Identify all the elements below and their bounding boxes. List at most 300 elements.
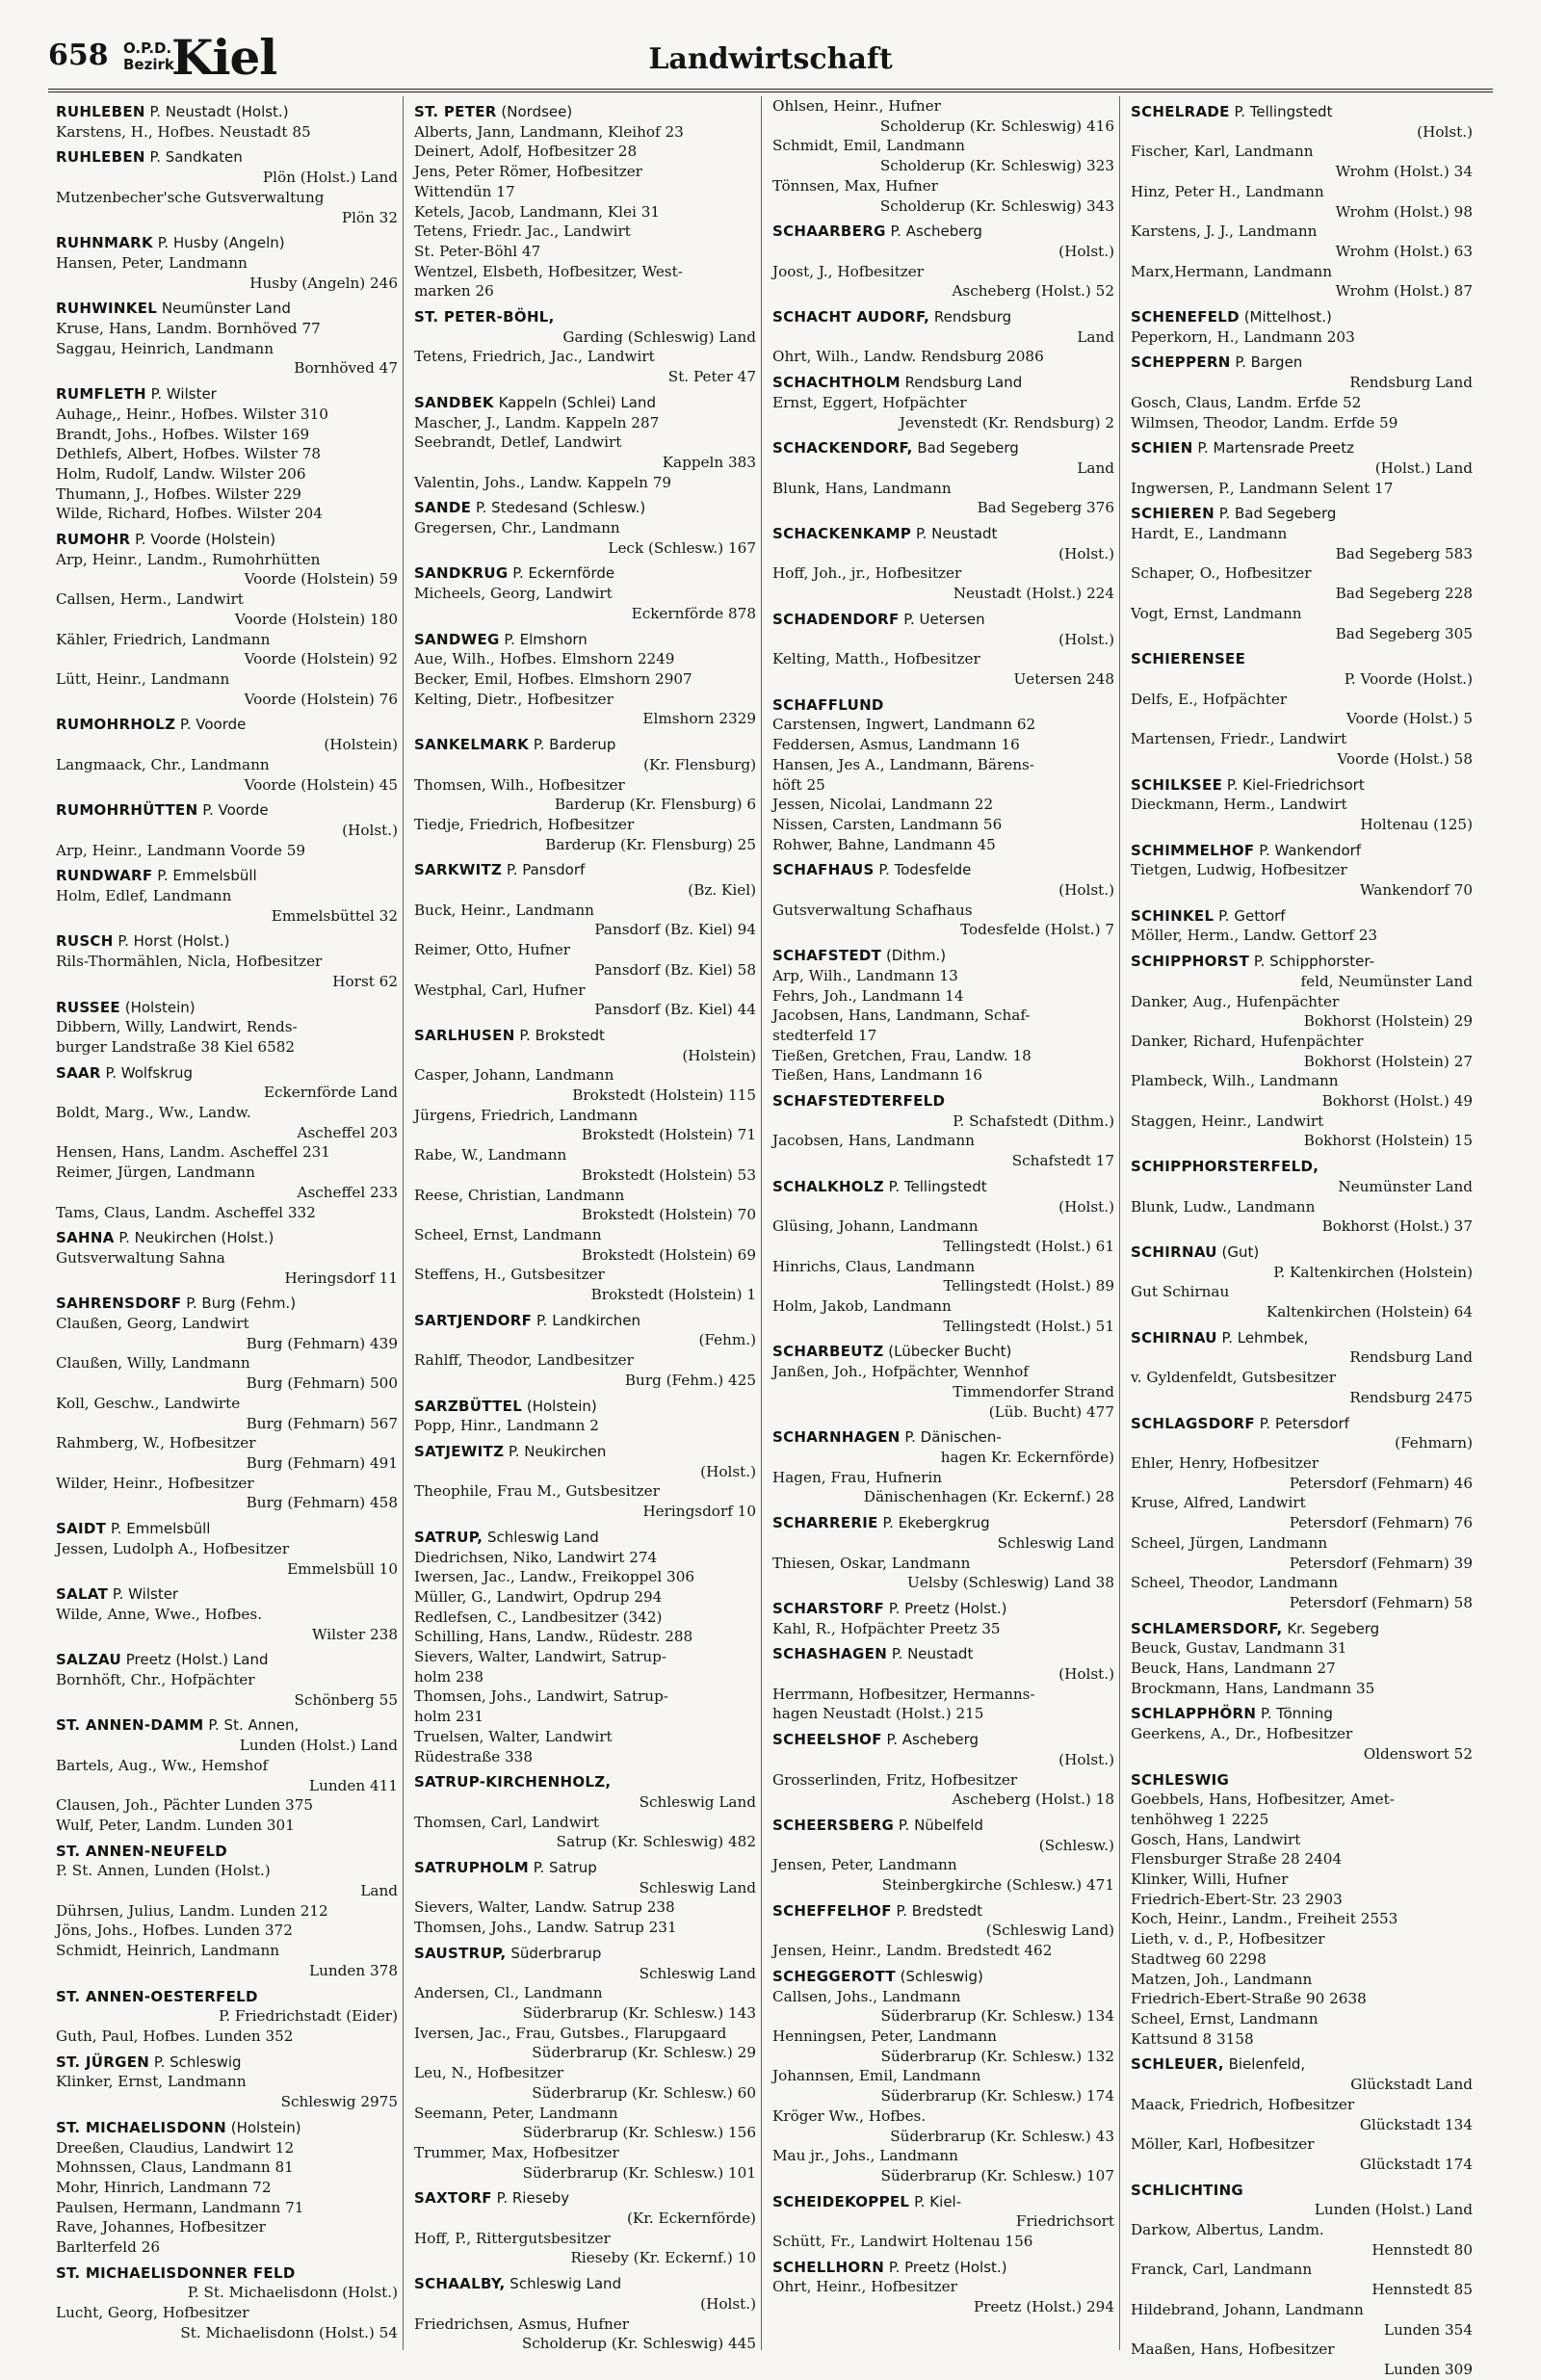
place-info: P. Tellingstedt <box>883 1177 987 1195</box>
place-name: SCHLAMERSDORF, <box>1131 1619 1283 1637</box>
directory-entry: Wilder, Heinr., Hofbesitzer <box>56 1474 254 1492</box>
directory-entry: Carstensen, Ingwert, Landmann 62 <box>772 716 1036 734</box>
place-name: RUHNMARK <box>56 234 153 252</box>
directory-entry: Arp, Heinr., Landmann Voorde 59 <box>56 841 306 859</box>
directory-entry: Reimer, Otto, Hufner <box>414 941 571 959</box>
place-name: ST. PETER <box>414 103 497 120</box>
directory-entry: Franck, Carl, Landmann <box>1131 2261 1313 2279</box>
directory-entry: Vogt, Ernst, Landmann <box>1131 604 1302 622</box>
directory-entry: Dänischenhagen (Kr. Eckernf.) 28 <box>863 1488 1114 1506</box>
directory-entry: Wrohm (Holst.) 87 <box>1335 282 1473 301</box>
place-heading <box>414 2188 756 2209</box>
directory-entry: Wittendün 17 <box>414 182 515 200</box>
directory-entry: Schmidt, Heinrich, Landmann <box>56 1942 280 1960</box>
place-name: ST. MICHAELISDONNER FELD <box>56 2263 296 2282</box>
directory-entry: Ascheberg (Holst.) 18 <box>952 1791 1114 1809</box>
directory-entry: Schafstedt 17 <box>1011 1152 1114 1170</box>
directory-entry: Bad Segeberg 228 <box>1335 585 1473 603</box>
place-name: SALAT <box>56 1585 109 1604</box>
place-info: P. Landkirchen <box>532 1311 640 1329</box>
directory-entry: (Holst.) <box>1058 1665 1114 1684</box>
directory-entry: Reimer, Jürgen, Landmann <box>56 1164 255 1182</box>
directory-entry: St. Peter 47 <box>667 368 756 386</box>
directory-entry: Lieth, v. d., P., Hofbesitzer <box>1131 1930 1325 1948</box>
place-info: P. Kiel-Friedrichsort <box>1222 775 1365 794</box>
directory-entry: Wilmsen, Theodor, Landm. Erfde 59 <box>1131 413 1398 432</box>
directory-entry: Geerkens, A., Dr., Hofbesitzer <box>1131 1725 1353 1743</box>
place-heading <box>772 222 1114 242</box>
column-divider <box>761 96 762 2350</box>
directory-entry: Matzen, Joh., Landmann <box>1131 1970 1313 1988</box>
directory-entry: Glückstadt 174 <box>1359 2155 1473 2173</box>
place-info: P. Voorde <box>175 716 247 734</box>
place-name: SANDKRUG <box>414 564 509 583</box>
directory-entry: Becker, Emil, Hofbes. Elmshorn 2907 <box>414 669 692 688</box>
directory-entry: Wilster 238 <box>311 1625 398 1643</box>
place-name: ST. ANNEN-DAMM <box>56 1716 204 1735</box>
directory-entry: Flensburger Straße 28 2404 <box>1131 1850 1343 1869</box>
directory-entry: Burg (Fehmarn) 567 <box>246 1414 398 1432</box>
directory-entry: Bokhorst (Holstein) 15 <box>1303 1132 1473 1150</box>
directory-entry: Bokhorst (Holst.) 49 <box>1321 1092 1473 1111</box>
directory-entry: Claußen, Georg, Landwirt <box>56 1315 249 1333</box>
place-name: RUHWINKEL <box>56 300 158 318</box>
directory-entry: Dührsen, Julius, Landm. Lunden 212 <box>56 1901 328 1920</box>
directory-entry: Janßen, Joh., Hofpächter, Wennhof <box>772 1363 1029 1381</box>
directory-entry: Deinert, Adolf, Hofbesitzer 28 <box>414 143 638 161</box>
directory-entry: Friedrichsort <box>1015 2212 1114 2231</box>
place-info: (Mittelhost.) <box>1239 308 1332 327</box>
directory-entry: Bartels, Aug., Ww., Hemshof <box>56 1756 269 1774</box>
directory-entry: Gregersen, Chr., Landmann <box>414 519 620 537</box>
place-name: SCHASHAGEN <box>772 1645 888 1663</box>
place-heading <box>56 2053 398 2073</box>
place-info: P. Neukirchen (Holst.) <box>114 1229 274 1247</box>
place-heading <box>772 1177 1114 1197</box>
place-name: SCHAFHAUS <box>772 861 875 879</box>
directory-entry: Scholderup (Kr. Schleswig) 323 <box>879 157 1114 175</box>
place-name: SARTJENDORF <box>414 1311 533 1329</box>
directory-entry: Fischer, Karl, Landmann <box>1131 143 1314 161</box>
place-info: P. Petersdorf <box>1254 1414 1349 1432</box>
directory-entry: Brockmann, Hans, Landmann 35 <box>1131 1679 1375 1697</box>
place-info: Kr. Segeberg <box>1282 1619 1380 1637</box>
directory-entry: (Holst.) <box>1417 122 1473 141</box>
place-name: SCHEIDEKOPPEL <box>772 2192 910 2210</box>
directory-entry: Friedrich-Ebert-Straße 90 2638 <box>1131 1990 1367 2008</box>
place-info: P. Wilster <box>108 1585 179 1604</box>
directory-entry: (Holstein) <box>324 736 398 754</box>
directory-entry: hagen Kr. Eckernförde) <box>940 1449 1114 1466</box>
directory-entry: feld, Neumünster Land <box>1300 972 1473 990</box>
directory-entry: Arp, Heinr., Landm., Rumohrhütten <box>56 550 321 568</box>
directory-entry: (Fehm.) <box>698 1331 756 1349</box>
directory-entry: Kelting, Dietr., Hofbesitzer <box>414 690 614 708</box>
directory-entry: Brokstedt (Holstein) 71 <box>581 1126 756 1144</box>
place-info: P. Neukirchen <box>504 1443 607 1460</box>
place-info: P. St. Annen, <box>203 1716 300 1735</box>
directory-entry: P. St. Annen, Lunden (Holst.) <box>56 1862 271 1880</box>
directory-entry: Jensen, Peter, Landmann <box>772 1856 957 1874</box>
directory-entry: Süderbrarup (Kr. Schlesw.) 43 <box>890 2127 1114 2145</box>
directory-entry: St. Peter-Böhl 47 <box>414 242 541 260</box>
place-info: P. Stedesand (Schlesw.) <box>471 499 646 517</box>
directory-entry: Wulf, Peter, Landm. Lunden 301 <box>56 1816 295 1834</box>
directory-entry: Kelting, Matth., Hofbesitzer <box>772 650 980 668</box>
place-name: SCHACKENDORF, <box>772 439 913 458</box>
place-name: RUSSEE <box>56 998 120 1016</box>
directory-entry: Petersdorf (Fehmarn) 58 <box>1289 1593 1473 1611</box>
directory-entry: Kröger Ww., Hofbes. <box>772 2106 927 2125</box>
directory-entry: Gutsverwaltung Schafhaus <box>772 901 973 919</box>
directory-entry: Callsen, Herm., Landwirt <box>56 590 244 609</box>
directory-entry: Lunden (Holst.) Land <box>1314 2201 1473 2219</box>
directory-entry: Micheels, Georg, Landwirt <box>414 585 613 603</box>
place-info: P. Husby (Angeln) <box>152 234 285 252</box>
place-heading <box>1131 438 1473 458</box>
place-heading <box>1131 952 1473 972</box>
directory-entry: Theophile, Frau M., Gutsbesitzer <box>414 1482 660 1501</box>
place-info: (Lübecker Bucht) <box>883 1343 1012 1361</box>
directory-entry: Scheel, Ernst, Landmann <box>414 1225 602 1243</box>
directory-entry: Emmelsbüll 10 <box>287 1559 398 1578</box>
place-info: P. Satrup <box>529 1859 597 1877</box>
place-name: SCHAARBERG <box>772 222 886 241</box>
directory-entry: Redlefsen, C., Landbesitzer (342) <box>414 1608 663 1626</box>
directory-entry: Eckernförde 878 <box>631 604 756 622</box>
page-number: 658 <box>48 39 109 72</box>
place-info: (Nordsee) <box>496 103 573 120</box>
directory-entry: Jürgens, Friedrich, Landmann <box>414 1106 639 1124</box>
place-info: P. Ascheberg <box>885 222 982 241</box>
directory-entry: Rave, Johannes, Hofbesitzer <box>56 2218 266 2236</box>
directory-entry: Klinker, Willi, Hufner <box>1131 1870 1289 1889</box>
directory-entry: Brokstedt (Holstein) 70 <box>581 1206 756 1224</box>
directory-entry: höft 25 <box>772 775 825 794</box>
place-name: SCHAFSTEDT <box>772 947 882 965</box>
directory-entry: Nissen, Carsten, Landmann 56 <box>772 815 1003 833</box>
directory-entry: Ohlsen, Heinr., Hufner <box>772 97 941 115</box>
place-name: SCHARSTORF <box>772 1599 885 1617</box>
place-info: P. Lehmbek, <box>1216 1328 1309 1347</box>
place-heading <box>414 563 756 584</box>
place-info: P. Wolfskrug <box>100 1063 194 1082</box>
section-title: Landwirtschaft <box>648 42 893 76</box>
place-heading <box>1131 1328 1473 1348</box>
place-name: ST. ANNEN-NEUFELD <box>56 1842 228 1860</box>
directory-entry: Langmaack, Chr., Landmann <box>56 755 270 773</box>
directory-entry: Feddersen, Asmus, Landmann 16 <box>772 736 1020 754</box>
place-info: P. Tellingstedt <box>1229 103 1333 120</box>
place-info: P. Todesfelde <box>874 861 972 879</box>
directory-entry: Arp, Wilh., Landmann 13 <box>772 966 958 984</box>
directory-entry: Emmelsbüttel 32 <box>271 906 398 925</box>
directory-entry: Ketels, Jacob, Landmann, Klei 31 <box>414 202 661 221</box>
directory-entry: Voorde (Holstein) 59 <box>244 570 398 588</box>
directory-entry: (Lüb. Bucht) 477 <box>988 1402 1114 1421</box>
place-name: SCHELRADE <box>1131 103 1230 120</box>
directory-entry: Müller, G., Landwirt, Opdrup 294 <box>414 1587 663 1606</box>
place-heading <box>414 1026 756 1046</box>
place-info: P. Elmshorn <box>499 630 588 648</box>
place-heading <box>414 2274 756 2294</box>
place-heading <box>56 1519 398 1539</box>
directory-entry: Kaltenkirchen (Holstein) 64 <box>1266 1303 1473 1321</box>
directory-entry: Ascheffel 233 <box>297 1183 398 1201</box>
directory-entry: (Holst.) <box>342 821 398 839</box>
place-heading <box>772 1513 1114 1533</box>
directory-entry: Hoff, P., Rittergutsbesitzer <box>414 2229 611 2247</box>
place-info: P. Schleswig <box>149 2053 242 2071</box>
directory-entry: Popp, Hinr., Landmann 2 <box>414 1417 599 1435</box>
place-heading <box>56 1650 398 1670</box>
place-info: P. Nübelfeld <box>894 1816 983 1834</box>
directory-entry: Mutzenbecher'sche Gutsverwaltung <box>56 188 325 206</box>
directory-entry: Diedrichsen, Niko, Landwirt 274 <box>414 1548 658 1566</box>
place-name: SCHAFFLUND <box>772 695 884 714</box>
directory-entry: Karstens, H., Hofbes. Neustadt 85 <box>56 122 311 141</box>
place-name: SCHIMMELHOF <box>1131 841 1255 859</box>
directory-entry: Burg (Fehmarn) 439 <box>246 1334 398 1352</box>
directory-entry: Wilde, Anne, Wwe., Hofbes. <box>56 1605 263 1623</box>
directory-entry: Bad Segeberg 305 <box>1335 624 1473 642</box>
directory-entry: Ohrt, Heinr., Hofbesitzer <box>772 2278 957 2296</box>
place-heading <box>772 695 1114 716</box>
directory-entry: St. Michaelisdonn (Holst.) 54 <box>180 2323 398 2341</box>
directory-entry: (Holst.) <box>1058 630 1114 648</box>
directory-entry: holm 238 <box>414 1667 483 1686</box>
directory-entry: Danker, Richard, Hufenpächter <box>1131 1032 1364 1050</box>
directory-entry: Leu, N., Hofbesitzer <box>414 2064 564 2082</box>
place-name: SCHLICHTING <box>1131 2181 1244 2199</box>
place-info: P. Uetersen <box>899 610 985 628</box>
directory-entry: Rieseby (Kr. Eckernf.) 10 <box>570 2249 756 2267</box>
directory-entry: Hansen, Jes A., Landmann, Bärens- <box>772 755 1034 773</box>
directory-entry: Hensen, Hans, Landm. Ascheffel 231 <box>56 1143 330 1162</box>
directory-entry: Neumünster Land <box>1338 1177 1473 1195</box>
directory-entry: Scholderup (Kr. Schleswig) 445 <box>521 2335 756 2353</box>
place-heading <box>1131 1704 1473 1724</box>
place-heading <box>56 1715 398 1736</box>
place-info: (Holstein) <box>522 1397 597 1415</box>
directory-entry: Staggen, Heinr., Landwirt <box>1131 1112 1324 1130</box>
directory-entry: Bad Segeberg 583 <box>1335 544 1473 562</box>
directory-entry: Ascheffel 203 <box>297 1123 398 1141</box>
place-info: (Holstein) <box>225 2118 301 2136</box>
place-heading <box>772 438 1114 458</box>
place-name: SCHEERSBERG <box>772 1816 895 1834</box>
directory-entry: Gosch, Hans, Landwirt <box>1131 1830 1301 1848</box>
place-name: SCHILKSEE <box>1131 775 1223 794</box>
place-name: RUMOHRHÜTTEN <box>56 801 198 820</box>
directory-entry: Voorde (Holst.) 5 <box>1346 710 1473 728</box>
directory-entry: Wankendorf 70 <box>1360 881 1473 900</box>
directory-entry: Heringsdorf 10 <box>642 1503 756 1521</box>
place-heading <box>772 860 1114 880</box>
directory-entry: Lunden 309 <box>1384 2360 1473 2378</box>
place-heading <box>1131 775 1473 796</box>
place-heading <box>414 498 756 518</box>
place-heading <box>56 998 398 1018</box>
directory-entry: Hoff, Joh., jr., Hofbesitzer <box>772 564 962 583</box>
directory-entry: Lucht, Georg, Hofbesitzer <box>56 2304 249 2322</box>
place-info: P. Ekebergkrug <box>877 1514 990 1532</box>
directory-entry: Plön (Holst.) Land <box>262 169 398 187</box>
place-name: SCHIERENSEE <box>1131 650 1246 668</box>
directory-entry: (Holst.) <box>1058 1750 1114 1768</box>
directory-entry: Rahlff, Theodor, Landbesitzer <box>414 1351 634 1370</box>
directory-entry: Wrohm (Holst.) 34 <box>1335 163 1473 181</box>
place-info: P. Martensrade Preetz <box>1192 439 1355 458</box>
directory-entry: Maack, Friedrich, Hofbesitzer <box>1131 2095 1355 2113</box>
directory-entry: Aue, Wilh., Hofbes. Elmshorn 2249 <box>414 650 675 668</box>
directory-entry: Petersdorf (Fehmarn) 39 <box>1289 1554 1473 1572</box>
place-name: SCHACHTHOLM <box>772 374 901 392</box>
place-heading <box>56 233 398 253</box>
directory-entry: burger Landstraße 38 Kiel 6582 <box>56 1037 296 1056</box>
place-heading <box>56 102 398 122</box>
place-info: Kappeln (Schlei) Land <box>493 393 656 411</box>
place-heading <box>414 1944 756 1964</box>
directory-entry: Scholderup (Kr. Schleswig) 343 <box>879 196 1114 215</box>
directory-entry: Mau jr., Johs., Landmann <box>772 2147 958 2165</box>
place-name: RUNDWARF <box>56 867 153 885</box>
directory-entry: Thomsen, Carl, Landwirt <box>414 1813 599 1831</box>
place-name: SCHLESWIG <box>1131 1770 1230 1789</box>
place-info: P. Pansdorf <box>502 861 586 879</box>
place-heading <box>56 384 398 405</box>
directory-entry: Hansen, Peter, Landmann <box>56 253 248 272</box>
place-heading <box>1131 906 1473 927</box>
place-heading <box>414 1397 756 1417</box>
directory-entry: Gut Schirnau <box>1131 1283 1230 1301</box>
place-heading <box>1131 1770 1473 1791</box>
directory-entry: Thomsen, Johs., Landw. Satrup 231 <box>414 1919 677 1937</box>
place-heading <box>1131 649 1473 669</box>
place-info: P. Schipphorster- <box>1249 953 1375 971</box>
directory-entry: Jensen, Heinr., Landm. Bredstedt 462 <box>772 1942 1053 1960</box>
directory-entry: Thomsen, Wilh., Hofbesitzer <box>414 775 625 794</box>
directory-entry: Truelsen, Walter, Landwirt <box>414 1727 613 1745</box>
place-heading <box>414 307 756 327</box>
column-2 <box>414 96 756 2360</box>
directory-entry: Maaßen, Hans, Hofbesitzer <box>1131 2341 1335 2359</box>
directory-entry: Süderbrarup (Kr. Schlesw.) 156 <box>522 2124 756 2142</box>
directory-entry: Glückstadt 134 <box>1359 2115 1473 2133</box>
directory-entry: Heringsdorf 11 <box>284 1268 398 1287</box>
directory-entry: P. Kaltenkirchen (Holstein) <box>1273 1263 1473 1281</box>
directory-entry: Brokstedt (Holstein) 115 <box>572 1086 756 1105</box>
directory-entry: (Holst.) <box>1058 881 1114 900</box>
directory-entry: Lunden (Holst.) Land <box>239 1737 398 1755</box>
directory-entry: Friedrichsen, Asmus, Hufner <box>414 2315 630 2333</box>
directory-entry: Jessen, Nicolai, Landmann 22 <box>772 796 994 814</box>
directory-entry: (Holst.) <box>1058 544 1114 562</box>
directory-entry: Pansdorf (Bz. Kiel) 94 <box>594 921 756 939</box>
place-heading <box>56 800 398 821</box>
place-info: P. Bad Segeberg <box>1214 505 1337 523</box>
directory-entry: Ingwersen, P., Landmann Selent 17 <box>1131 479 1394 497</box>
directory-entry: Land <box>1077 327 1114 346</box>
directory-entry: Pansdorf (Bz. Kiel) 58 <box>594 960 756 979</box>
directory-entry: Tietgen, Ludwig, Hofbesitzer <box>1131 861 1347 879</box>
place-heading <box>772 1342 1114 1362</box>
place-info: Neumünster Land <box>157 300 291 318</box>
place-info: P. Neustadt (Holst.) <box>144 103 289 120</box>
directory-entry: (Holst.) <box>1058 1197 1114 1216</box>
directory-entry: Holtenau (125) <box>1360 815 1473 833</box>
directory-entry: Boldt, Marg., Ww., Landw. <box>56 1104 251 1122</box>
place-name: SATJEWITZ <box>414 1443 505 1460</box>
place-info: (Dithm.) <box>881 947 947 965</box>
directory-entry: Schaper, O., Hofbesitzer <box>1131 564 1312 583</box>
place-info: P. Neustadt <box>911 525 998 543</box>
directory-entry: Danker, Aug., Hufenpächter <box>1131 992 1340 1010</box>
column-3 <box>772 96 1114 2360</box>
place-info: P. Horst (Holst.) <box>113 932 230 951</box>
directory-entry: Hildebrand, Johann, Landmann <box>1131 2300 1364 2318</box>
directory-entry: Wilde, Richard, Hofbes. Wilster 204 <box>56 505 323 523</box>
directory-entry: Petersdorf (Fehmarn) 76 <box>1289 1514 1473 1532</box>
directory-entry: Mohnssen, Claus, Landmann 81 <box>56 2158 294 2177</box>
directory-entry: Buck, Heinr., Landmann <box>414 901 594 919</box>
place-info: Rendsburg Land <box>900 374 1023 392</box>
place-info: P. Ascheberg <box>881 1731 979 1749</box>
directory-entry: Garding (Schleswig) Land <box>562 327 756 346</box>
bezirk-label: Bezirk <box>123 56 174 73</box>
directory-entry: Rohwer, Bahne, Landmann 45 <box>772 835 996 853</box>
directory-entry: (Holst.) Land <box>1374 458 1473 477</box>
place-heading <box>772 1644 1114 1664</box>
directory-entry: Land <box>1077 458 1114 477</box>
directory-entry: (Holst.) <box>1058 242 1114 260</box>
place-name: SAHNA <box>56 1229 115 1247</box>
place-name: RUHLEBEN <box>56 103 145 120</box>
place-heading <box>414 1311 756 1331</box>
directory-entry: Uetersen 248 <box>1013 669 1114 688</box>
place-name: SCHADENDORF <box>772 610 900 628</box>
place-info: P. Sandkaten <box>144 148 243 167</box>
place-heading <box>56 2263 398 2284</box>
directory-entry: Rabe, W., Landmann <box>414 1146 567 1164</box>
directory-entry: Blunk, Ludw., Landmann <box>1131 1197 1316 1216</box>
place-name: SCHLEUER, <box>1131 2055 1224 2074</box>
place-name: SATRUP, <box>414 1528 483 1546</box>
directory-entry: Jacobsen, Hans, Landmann <box>772 1132 975 1150</box>
directory-entry: Hardt, E., Landmann <box>1131 525 1288 543</box>
directory-entry: (Holst.) <box>700 1462 756 1480</box>
directory-entry: Thumann, J., Hofbes. Wilster 229 <box>56 484 301 503</box>
directory-entry: Bad Segeberg 376 <box>977 499 1114 517</box>
place-name: SCHEPPERN <box>1131 353 1231 372</box>
place-name: SCHLAGSDORF <box>1131 1414 1255 1432</box>
directory-entry: Bokhorst (Holst.) 37 <box>1321 1217 1473 1236</box>
place-info: (Gut) <box>1216 1242 1260 1261</box>
directory-entry: Kahl, R., Hofpächter Preetz 35 <box>772 1619 1001 1637</box>
place-name: SCHAFSTEDTERFELD <box>772 1092 946 1111</box>
directory-entry: Süderbrarup (Kr. Schlesw.) 143 <box>522 2003 756 2022</box>
directory-entry: Wrohm (Holst.) 98 <box>1335 202 1473 221</box>
place-info: P. Voorde (Holstein) <box>130 531 276 549</box>
directory-entry: Timmendorfer Strand <box>953 1382 1114 1400</box>
directory-entry: stedterfeld 17 <box>772 1026 877 1044</box>
place-name: ST. MICHAELISDONN <box>56 2118 226 2136</box>
directory-entry: Iversen, Jac., Frau, Gutsbes., Flarupgaard <box>414 2024 727 2042</box>
directory-entry: Kappeln 383 <box>662 453 756 471</box>
place-heading <box>772 946 1114 966</box>
place-name: SARZBÜTTEL <box>414 1397 523 1415</box>
directory-entry: Beuck, Gustav, Landmann 31 <box>1131 1639 1347 1658</box>
